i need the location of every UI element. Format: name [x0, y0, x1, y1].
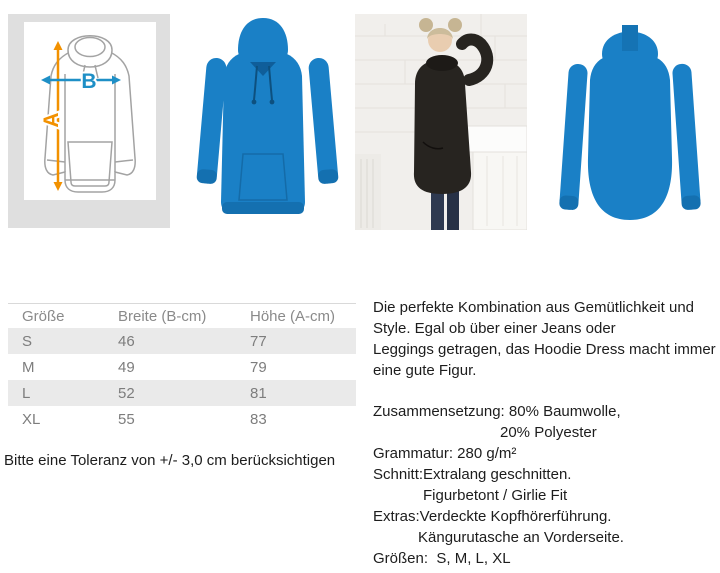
spec-schnitt: Schnitt:Extralang geschnitten.	[373, 466, 572, 483]
cell-breite: 46	[118, 332, 135, 350]
description-line: Die perfekte Kombination aus Gemütlichkeit und	[373, 299, 695, 316]
spec-polyester: 20% Polyester	[500, 424, 597, 441]
tolerance-note: Bitte eine Toleranz von +/- 3,0 cm berücksichtigen	[4, 452, 336, 469]
product-description	[373, 297, 717, 569]
cell-hoehe: 77	[250, 332, 267, 350]
cell-size: XL	[22, 410, 41, 428]
hoodie-back-graphic	[548, 8, 710, 232]
spec-groessen: Größen: S, M, L, XL	[373, 550, 511, 567]
cell-size: L	[22, 384, 31, 402]
cell-size: M	[22, 358, 35, 376]
spec-zusammensetzung: Zusammensetzung: 80% Baumwolle,	[373, 403, 621, 420]
column-header-height: Höhe (A-cm)	[250, 307, 336, 325]
white-bench	[467, 126, 527, 230]
product-image-model-photo[interactable]	[355, 14, 527, 230]
column-header-width: Breite (B-cm)	[118, 307, 207, 325]
column-header-size: Größe	[22, 307, 65, 325]
description-line: eine gute Figur.	[373, 362, 477, 379]
cell-breite: 52	[118, 384, 135, 402]
size-table-header-row	[8, 304, 356, 329]
table-row-m	[8, 354, 356, 380]
size-table	[8, 303, 356, 432]
table-row-s	[8, 328, 356, 354]
cell-hoehe: 83	[250, 410, 267, 428]
product-image-size-diagram[interactable]	[8, 14, 170, 228]
radiator	[355, 154, 381, 230]
table-row-l	[8, 380, 356, 406]
cell-hoehe: 79	[250, 358, 267, 376]
spec-extras: Extras:Verdeckte Kopfhörerführung.	[373, 508, 612, 525]
description-intro	[373, 297, 717, 381]
spec-kangaroo: Kängurutasche an Vorderseite.	[418, 529, 624, 546]
description-line: Style. Egal ob über einer Jeans oder	[373, 320, 616, 337]
size-diagram-graphic	[8, 14, 170, 228]
product-image-front-view[interactable]	[180, 8, 355, 232]
spec-fit: Figurbetont / Girlie Fit	[423, 487, 568, 504]
height-label-a: A	[40, 112, 63, 128]
cell-hoehe: 81	[250, 384, 267, 402]
table-row-xl	[8, 406, 356, 432]
model-photo-graphic	[355, 14, 527, 230]
spec-grammatur: Grammatur: 280 g/m²	[373, 445, 517, 462]
hood-pleat	[622, 25, 638, 51]
hoodie-front-graphic	[180, 8, 355, 232]
description-specs	[373, 401, 717, 569]
width-label-b: B	[81, 70, 97, 93]
cell-breite: 49	[118, 358, 135, 376]
cell-size: S	[22, 332, 33, 350]
product-image-back-view[interactable]	[548, 8, 710, 232]
hoodie-back-shape	[559, 25, 701, 220]
hoodie-front-shape	[196, 18, 339, 214]
description-line: Leggings getragen, das Hoodie Dress macht immer	[373, 341, 716, 358]
cell-breite: 55	[118, 410, 135, 428]
